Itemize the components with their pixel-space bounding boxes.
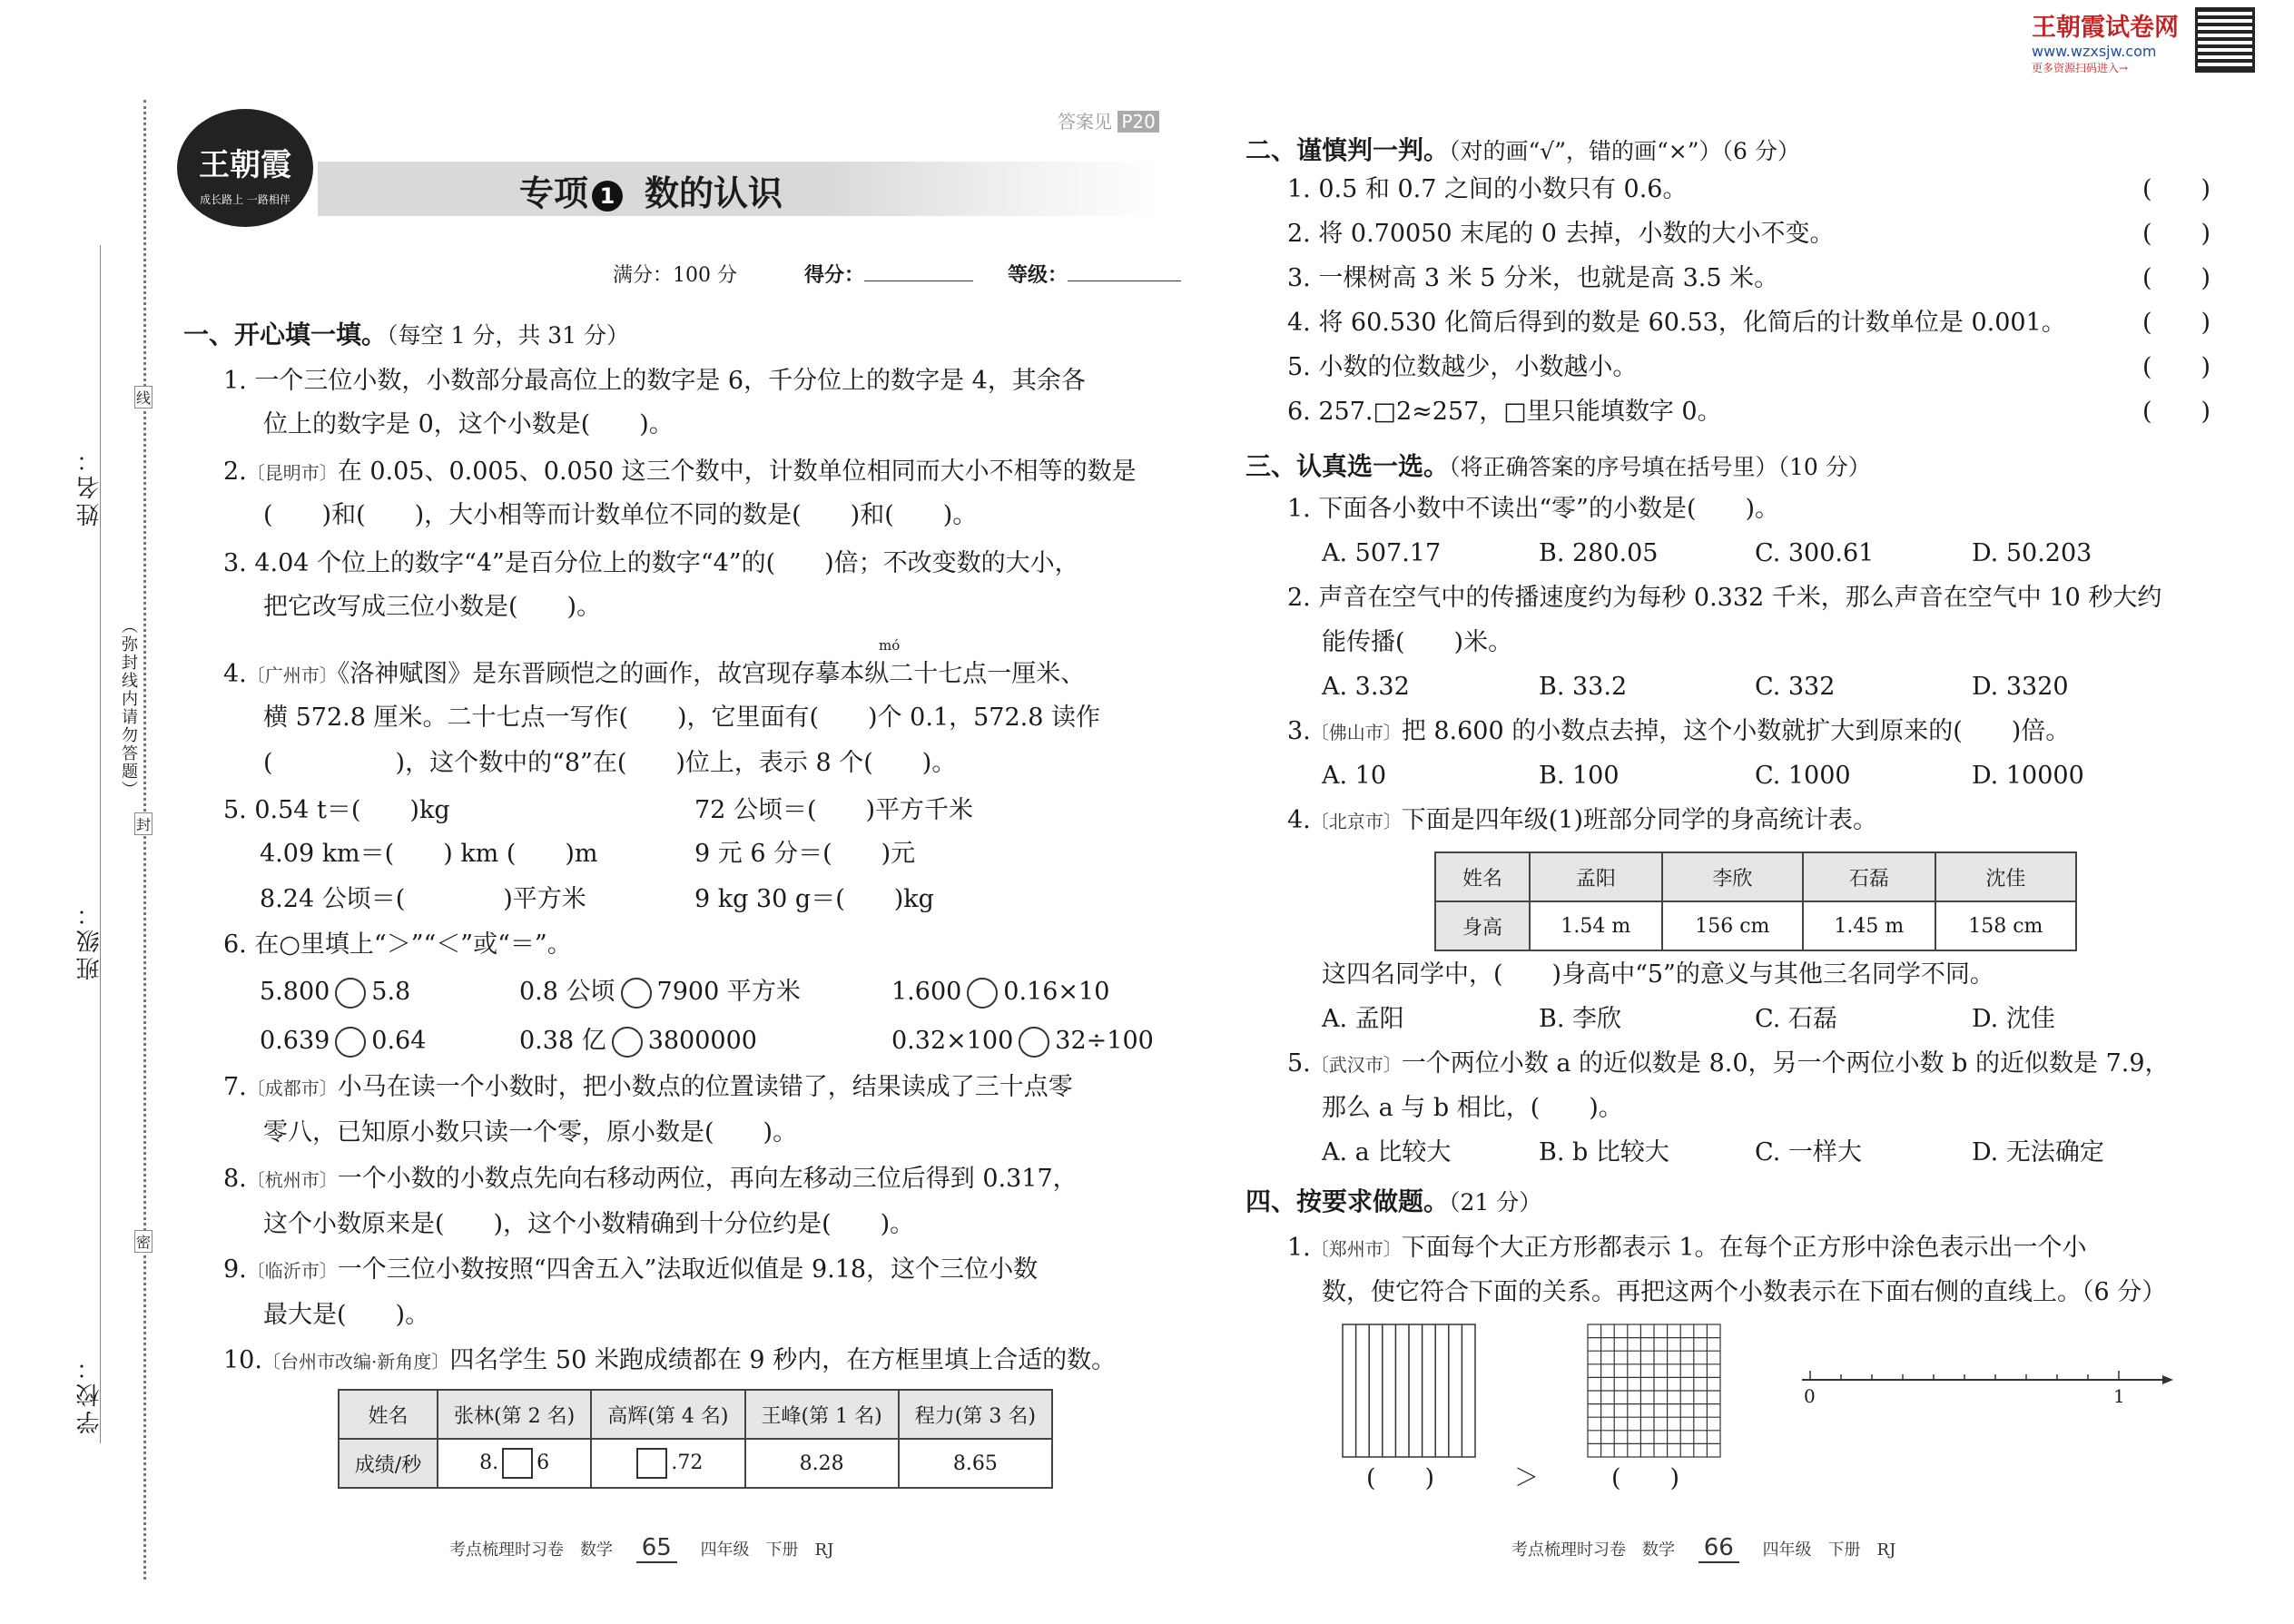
- number-line[interactable]: [1797, 1362, 2179, 1416]
- answer-blank-2[interactable]: ( ): [1611, 1464, 1680, 1492]
- table-cell: 8.65: [899, 1439, 1052, 1488]
- section-2-title: 二、谨慎判一判。（对的画“√”，错的画“×”）（6 分）: [1245, 135, 1800, 165]
- compare-circle[interactable]: [612, 1027, 643, 1058]
- judge-blank[interactable]: ( ): [2142, 353, 2211, 381]
- q4-pinyin: mó: [879, 637, 901, 654]
- q6-prompt: 6. 在○里填上“＞”“＜”或“＝”。: [223, 930, 572, 959]
- task-q1-line-1: 1.〔郑州市〕下面每个大正方形都表示 1。在每个正方形中涂色表示出一个小: [1287, 1234, 2087, 1262]
- table-cell: 156 cm: [1662, 901, 1803, 950]
- q6-item-2: 0.8 公顷 7900 平方米: [519, 969, 801, 1014]
- choice-q2-opt-a[interactable]: A. 3.32: [1322, 673, 1410, 701]
- choice-q2-opt-b[interactable]: B. 33.2: [1539, 673, 1628, 701]
- judge-blank[interactable]: ( ): [2142, 309, 2211, 337]
- choice-q3-opt-c[interactable]: C. 1000: [1755, 762, 1851, 790]
- choice-q5-line-1: 5.〔武汉市〕一个两位小数 a 的近似数是 8.0，另一个两位小数 b 的近似数是 7.9，: [1287, 1049, 2170, 1078]
- footer-left: [449, 1534, 833, 1561]
- judge-blank[interactable]: ( ): [2142, 398, 2211, 426]
- brand-logo-motto: 成长路上 一路相伴: [200, 193, 290, 206]
- axis-label-1: 1: [2113, 1385, 2125, 1407]
- binding-seal-note: （弥封线内请勿答题）: [119, 617, 138, 799]
- choice-q3: 3.〔佛山市〕把 8.600 的小数点去掉，这个小数就扩大到原来的( )倍。: [1287, 717, 2071, 745]
- table-cell: 1.54 m: [1530, 901, 1662, 950]
- choice-q3-opt-b[interactable]: B. 100: [1539, 762, 1620, 790]
- q7-region-tag: 〔成都市〕: [246, 1078, 338, 1099]
- binding-class-label: 班级：: [76, 899, 103, 980]
- choice-q1-opt-d[interactable]: D. 50.203: [1972, 539, 2092, 567]
- judge-item-2: 2. 将 0.70050 末尾的 0 去掉，小数的大小不变。: [1287, 220, 1835, 248]
- q6-item-6: 0.32×100 32÷100: [891, 1019, 1154, 1063]
- site-name: 王朝霞试卷网: [2032, 14, 2179, 42]
- judge-blank[interactable]: ( ): [2142, 264, 2211, 292]
- full-marks: 满分：100 分: [613, 264, 737, 287]
- table-cell: .72: [591, 1439, 744, 1488]
- judge-item-3: 3. 一棵树高 3 米 5 分米，也就是高 3.5 米。: [1287, 264, 1779, 292]
- compare-circle[interactable]: [621, 978, 652, 1009]
- brand-logo: [177, 109, 313, 227]
- table-header-cell: 姓名: [339, 1390, 438, 1439]
- choice-q5-region-tag: 〔武汉市〕: [1310, 1054, 1402, 1076]
- page-number: 65: [636, 1534, 677, 1563]
- compare-circle[interactable]: [1019, 1027, 1049, 1058]
- q4-region-tag: 〔广州市〕: [246, 664, 338, 686]
- choice-q4: 4.〔北京市〕下面是四年级(1)班部分同学的身高统计表。: [1287, 806, 1878, 834]
- q5-item-6: 9 kg 30 g＝( )kg: [694, 885, 934, 913]
- q5-item-1: 5. 0.54 t＝( )kg: [223, 796, 450, 824]
- choice-q3-opt-a[interactable]: A. 10: [1322, 762, 1387, 790]
- section-4-title: 四、按要求做题。（21 分）: [1245, 1186, 1542, 1216]
- axis-label-0: 0: [1804, 1385, 1816, 1407]
- score-label: 得分：: [804, 263, 865, 287]
- compare-circle[interactable]: [967, 978, 998, 1009]
- judge-item-1: 1. 0.5 和 0.7 之间的小数只有 0.6。: [1287, 175, 1688, 203]
- table-header-cell: 姓名: [1435, 852, 1530, 901]
- site-brand: [2032, 7, 2179, 75]
- binding-dotted-line: [143, 100, 146, 1580]
- judge-item-6: 6. 257.□2≈257，□里只能填数字 0。: [1287, 398, 1722, 426]
- q6-item-3: 1.600 0.16×10: [891, 969, 1109, 1014]
- footer-right: [1511, 1534, 1895, 1561]
- judge-blank[interactable]: ( ): [2142, 175, 2211, 203]
- footer-grade: 四年级 下册 RJ: [1762, 1540, 1896, 1560]
- choice-q4-region-tag: 〔北京市〕: [1310, 811, 1402, 832]
- compare-circle[interactable]: [335, 1027, 366, 1058]
- q4-line-1: 4.〔广州市〕《洛神赋图》是东晋顾恺之的画作，故宫现存摹本纵二十七点一厘米、: [223, 660, 1086, 688]
- q3-line-1: 3. 4.04 个位上的数字“4”是百分位上的数字“4”的( )倍；不改变数的大小，: [223, 549, 1079, 577]
- title-number: 1: [592, 181, 623, 212]
- table-header-cell: 王峰(第 1 名): [745, 1390, 899, 1439]
- q10-line-1: 10.〔台州市改编·新角度〕四名学生 50 米跑成绩都在 9 秒内，在方框里填上合适的数。: [223, 1346, 1117, 1374]
- choice-q2-line-1: 2. 声音在空气中的传播速度约为每秒 0.332 千米，那么声音在空气中 10 秒大约: [1287, 584, 2162, 612]
- choice-q5-opt-d[interactable]: D. 无法确定: [1972, 1138, 2104, 1166]
- table-row-label: 成绩/秒: [339, 1439, 438, 1488]
- table-cell: 8. 6: [438, 1439, 591, 1488]
- height-table: [1434, 851, 2077, 951]
- q5-item-4: 9 元 6 分＝( )元: [694, 840, 916, 868]
- q9-line-2: 最大是( )。: [263, 1301, 430, 1329]
- choice-q2-line-2: 能传播( )米。: [1322, 628, 1513, 656]
- q3-line-2: 把它改写成三位小数是( )。: [263, 593, 602, 621]
- table-cell: 1.45 m: [1803, 901, 1935, 950]
- answer-reference: 答案见 P20: [1058, 107, 1159, 133]
- choice-q4-line-2: 这四名同学中，( )身高中“5”的意义与其他三名同学不同。: [1322, 960, 1994, 989]
- choice-q2-opt-d[interactable]: D. 3320: [1972, 673, 2069, 701]
- table-header-cell: 孟阳: [1530, 852, 1662, 901]
- compare-circle[interactable]: [335, 978, 366, 1009]
- q7-line-1: 7.〔成都市〕小马在读一个小数时，把小数点的位置读错了，结果读成了三十点零: [223, 1073, 1073, 1101]
- q6-item-4: 0.639 0.64: [260, 1019, 426, 1063]
- table-header-cell: 高辉(第 4 名): [591, 1390, 744, 1439]
- q4-line-3: ( )，这个数中的“8”在( )位上，表示 8 个( )。: [263, 749, 957, 777]
- table-header-cell: 李欣: [1662, 852, 1803, 901]
- qr-code[interactable]: [2195, 7, 2255, 73]
- choice-q4-opt-c[interactable]: C. 石磊: [1755, 1005, 1837, 1033]
- q8-line-1: 8.〔杭州市〕一个小数的小数点先向右移动两位，再向左移动三位后得到 0.317，: [223, 1165, 1078, 1193]
- table-header-cell: 沈佳: [1935, 852, 2076, 901]
- q10-region-tag: 〔台州市改编·新角度〕: [261, 1351, 450, 1373]
- judge-item-4: 4. 将 60.530 化简后得到的数是 60.53，化简后的计数单位是 0.001。: [1287, 309, 2066, 337]
- site-hint: 更多资源扫码进入→: [2032, 62, 2129, 74]
- q2-line-2: ( )和( )，大小相等而计数单位不同的数是( )和( )。: [263, 501, 978, 529]
- choice-q3-region-tag: 〔佛山市〕: [1310, 722, 1402, 743]
- footer-book: 考点梳理时习卷 数学: [1511, 1540, 1675, 1560]
- footer-grade: 四年级 下册 RJ: [700, 1540, 834, 1560]
- table-cell: 8.28: [745, 1439, 899, 1488]
- hundredths-square[interactable]: [1587, 1324, 1721, 1458]
- choice-q1-opt-a[interactable]: A. 507.17: [1322, 539, 1442, 567]
- section-1-title: 一、开心填一填。（每空 1 分，共 31 分）: [183, 320, 630, 349]
- choice-q5-opt-b[interactable]: B. b 比较大: [1539, 1138, 1669, 1166]
- judge-item-5: 5. 小数的位数越少，小数越小。: [1287, 353, 1638, 381]
- section-3-title: 三、认真选一选。（将正确答案的序号填在括号里）（10 分）: [1245, 451, 1871, 481]
- page-number: 66: [1698, 1534, 1739, 1563]
- task-q1-region-tag: 〔郑州市〕: [1310, 1238, 1402, 1260]
- binding-char-xian: 线: [134, 386, 153, 408]
- choice-q3-opt-d[interactable]: D. 10000: [1972, 762, 2084, 790]
- q5-item-3: 4.09 km＝( ) km ( )m: [260, 840, 598, 868]
- task-q1-line-2: 数，使它符合下面的关系。再把这两个小数表示在下面右侧的直线上。（6 分）: [1322, 1278, 2167, 1306]
- choice-q5-line-2: 那么 a 与 b 相比，( )。: [1322, 1094, 1623, 1122]
- grade-label: 等级：: [1008, 263, 1068, 287]
- q2-region-tag: 〔昆明市〕: [246, 462, 338, 484]
- choice-q4-opt-b[interactable]: B. 李欣: [1539, 1005, 1622, 1033]
- q7-line-2: 零八，已知原小数只读一个零，原小数是( )。: [263, 1118, 798, 1147]
- answer-page-badge: P20: [1117, 111, 1159, 133]
- table-row-label: 身高: [1435, 901, 1530, 950]
- choice-q4-opt-d[interactable]: D. 沈佳: [1972, 1005, 2055, 1033]
- table-cell: 158 cm: [1935, 901, 2076, 950]
- q2-line-1: 2.〔昆明市〕在 0.05、0.005、0.050 这三个数中，计数单位相同而大小不相等的数是: [223, 458, 1137, 486]
- q1-line-1: 1. 一个三位小数，小数部分最高位上的数字是 6，千分位上的数字是 4，其余各: [223, 367, 1086, 395]
- choice-q1-opt-b[interactable]: B. 280.05: [1539, 539, 1659, 567]
- brand-logo-name: 王朝霞: [199, 147, 291, 183]
- footer-book: 考点梳理时习卷 数学: [449, 1540, 613, 1560]
- choice-q1: 1. 下面各小数中不读出“零”的小数是( )。: [1287, 495, 1780, 523]
- table-header-cell: 张林(第 2 名): [438, 1390, 591, 1439]
- q9-line-1: 9.〔临沂市〕一个三位小数按照“四舍五入”法取近似值是 9.18，这个三位小数: [223, 1255, 1039, 1284]
- binding-char-feng: 封: [134, 812, 153, 835]
- answer-box[interactable]: [502, 1448, 533, 1479]
- score-line: [613, 260, 1181, 288]
- page-title: 专项 1 数的认识: [519, 173, 783, 213]
- q6-item-1: 5.800 5.8: [260, 969, 410, 1014]
- answer-box[interactable]: [636, 1448, 667, 1479]
- table-header-cell: 石磊: [1803, 852, 1935, 901]
- q9-region-tag: 〔临沂市〕: [246, 1260, 338, 1282]
- tenths-square[interactable]: [1342, 1324, 1476, 1458]
- choice-q2-opt-c[interactable]: C. 332: [1755, 673, 1836, 701]
- q10-score-table: [338, 1389, 1053, 1489]
- choice-q5-opt-a[interactable]: A. a 比较大: [1322, 1138, 1452, 1166]
- binding-solid-line: [100, 245, 101, 1443]
- q5-item-5: 8.24 公顷＝( )平方米: [260, 885, 586, 913]
- q8-region-tag: 〔杭州市〕: [246, 1169, 338, 1191]
- binding-school-label: 学校：: [76, 1353, 103, 1434]
- binding-char-mi: 密: [134, 1230, 153, 1253]
- q8-line-2: 这个小数原来是( )，这个小数精确到十分位约是( )。: [263, 1210, 915, 1238]
- answer-blank-1[interactable]: ( ): [1366, 1464, 1435, 1492]
- choice-q1-opt-c[interactable]: C. 300.61: [1755, 539, 1875, 567]
- site-url: www.wzxsjw.com: [2032, 43, 2157, 60]
- judge-blank[interactable]: ( ): [2142, 220, 2211, 248]
- q6-item-5: 0.38 亿 3800000: [519, 1019, 757, 1063]
- table-header-cell: 程力(第 3 名): [899, 1390, 1052, 1439]
- binding-name-label: 姓名：: [76, 445, 103, 527]
- q5-item-2: 72 公顷＝( )平方千米: [694, 796, 974, 824]
- choice-q4-opt-a[interactable]: A. 孟阳: [1322, 1005, 1404, 1033]
- q1-line-2: 位上的数字是 0，这个小数是( )。: [263, 410, 674, 438]
- greater-than-sign: ＞: [1514, 1464, 1539, 1492]
- q4-line-2: 横 572.8 厘米。二十七点一写作( )，它里面有( )个 0.1，572.8 读作: [263, 704, 1100, 732]
- choice-q5-opt-c[interactable]: C. 一样大: [1755, 1138, 1862, 1166]
